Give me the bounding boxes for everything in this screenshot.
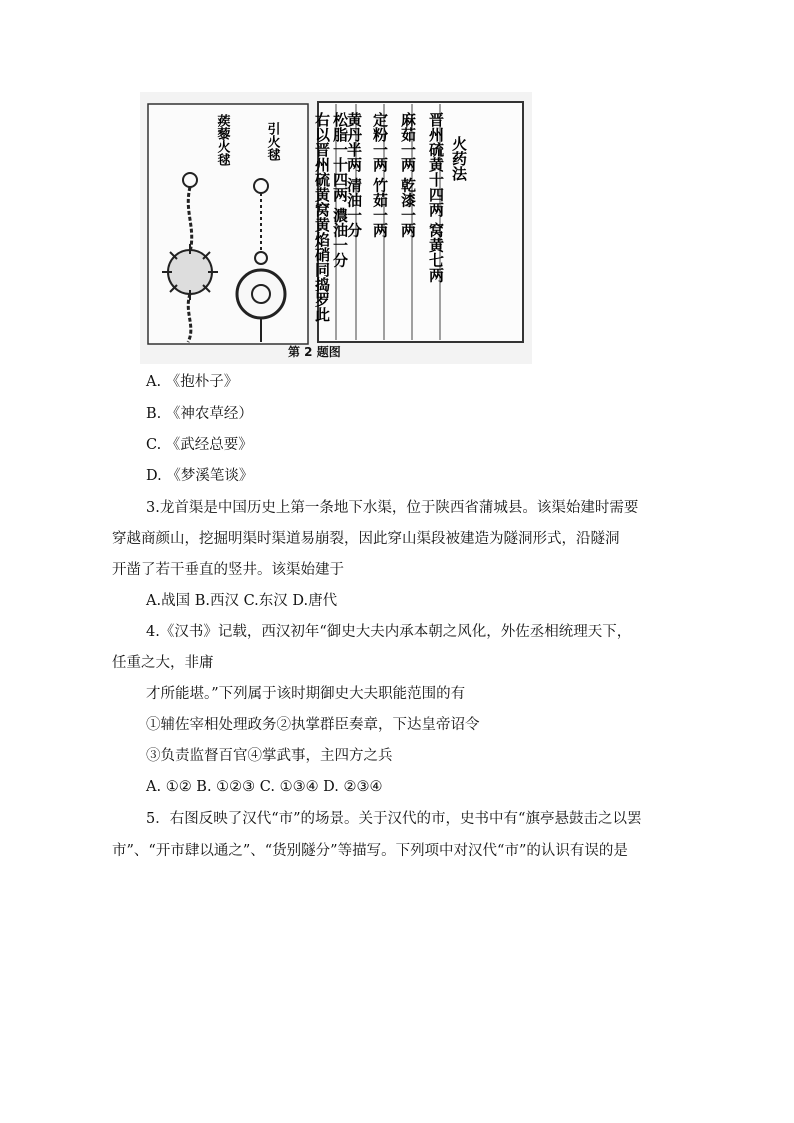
q4-options: A. ①② B. ①②③ C. ①③④ D. ②③④ [146,779,383,795]
recipe-title: 火药法 [450,136,468,181]
q4-item-1: ①辅佐宰相处理政务②执掌群臣奏章，下达皇帝诏令 [146,717,480,733]
recipe-column-4: 黄丹半两 清油一分 [345,112,363,238]
q4-text-line-3: 才所能堪。”下列属于该时期御史大夫职能范围的有 [146,686,466,702]
q3-text-line-2: 穿越商颜山，挖掘明渠时渠道易崩裂，因此穿山渠段被建造为隧洞形式，沿隧洞 [112,531,620,547]
q5-text-line-1: 5．右图反映了汉代“市”的场景。关于汉代的市，史书中有“旗亭悬鼓击之以罢 [146,811,642,827]
q3-text-line-3: 开凿了若干垂直的竖井。该渠始建于 [112,562,344,578]
question-2-figure [140,92,532,364]
q2-option-a: A. 《抱朴子》 [146,374,239,390]
q2-option-d: D. 《梦溪笔谈》 [146,468,254,484]
recipe-column-3: 定粉一两 竹茹一两 [371,112,389,238]
q3-options: A.战国 B.西汉 C.东汉 D.唐代 [146,593,338,609]
recipe-column-5: 松脂一十四两 濃油一分 [331,112,349,268]
q4-item-2: ③负责监督百官④掌武事，主四方之兵 [146,748,393,764]
q5-text-line-2: 市”、“开市肆以通之”、“货别隧分”等描写。下列项中对汉代“市”的认识有误的是 [112,843,628,859]
recipe-column-1: 晋州硫黄十四两 窝黄七两 [427,112,445,283]
q2-option-c: C. 《武经总要》 [146,437,253,453]
recipe-column-6: 右以晋州硫黄窝黄焰硝同捣罗此 [313,112,331,322]
figure-caption: 第 2 题图 [288,345,341,359]
q2-option-b: B. 《神农草经） [146,406,253,422]
q3-text-line-1: 3.龙首渠是中国历史上第一条地下水渠，位于陕西省蒲城县。该渠始建时需要 [146,500,639,516]
q4-text-line-2: 任重之大，非庸 [112,655,214,671]
label-leading-fireball: 引火毬 [264,122,280,161]
label-thistle-fireball: 蒺藜火毬 [214,114,230,166]
q4-text-line-1: 4.《汉书》记载，西汉初年“御史大夫内承本朝之风化，外佐丞相统理天下， [146,624,632,640]
ancient-book-illustration [140,92,532,364]
recipe-column-2: 麻茹一两 乾漆一两 [399,112,417,238]
